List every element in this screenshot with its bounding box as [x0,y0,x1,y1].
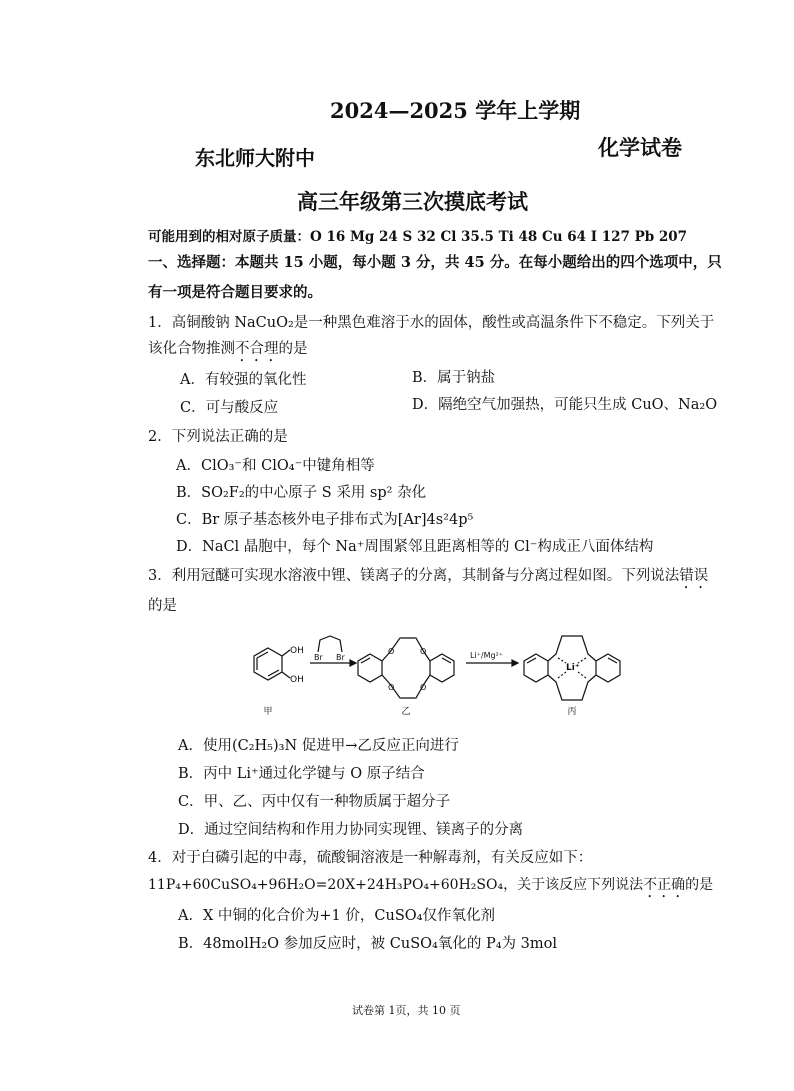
q4-stem-line1: 4．对于白磷引起的中毒，硫酸铜溶液是一种解毒剂，有关反应如下： [148,850,593,866]
subject-title: 化学试卷 [598,135,682,160]
br-label-1: Br [314,653,323,662]
oh-label-1: OH [290,646,304,656]
q1-stem-line2-post: 的是 [278,341,308,357]
q2-option-d: D．NaCl 晶胞中，每个 Na⁺周围紧邻且距离相等的 Cl⁻构成正八面体结构 [176,539,654,555]
o-label-4: O [420,683,427,692]
q3-option-c: C．甲、乙、丙中仅有一种物质属于超分子 [178,794,451,810]
o-label-3: O [388,683,395,692]
school-name: 东北师大附中 [195,146,315,170]
atomic-mass-line: 可能用到的相对原子质量：O 16 Mg 24 S 32 Cl 35.5 Ti 48 Cu 64 I 127 Pb 207 [148,229,688,245]
q4-option-a: A．X 中铜的化合价为+1 价，CuSO₄仅作氧化剂 [178,908,495,924]
exam-title: 高三年级第三次摸底考试 [297,189,528,214]
o-label-1: O [388,647,395,656]
br-label-2: Br [336,653,345,662]
label-jia: 甲 [263,707,273,717]
q1-option-c: C．可与酸反应 [180,400,279,416]
compound-bing [524,636,620,717]
q1-option-a: A．有较强的氧化性 [180,372,307,388]
q3-stem-line1-pre: 3．利用冠醚可实现水溶液中锂、镁离子的分离，其制备与分离过程如图。下列说法 [148,568,680,584]
compound-yi [358,638,454,717]
q1-stem-line2 [148,337,308,365]
year-title: 2024—2025 学年上学期 [330,98,581,123]
q3-option-a: A．使用(C₂H₅)₃N 促进甲→乙反应正向进行 [178,738,459,754]
q4-option-b: B．48molH₂O 参加反应时，被 CuSO₄氧化的 P₄为 3mol [178,936,557,952]
q3-option-b: B．丙中 Li⁺通过化学键与 O 原子结合 [178,766,425,782]
q2-option-a: A．ClO₃⁻和 ClO₄⁻中键角相等 [176,458,375,474]
reaction-scheme [240,630,640,722]
label-yi: 乙 [401,707,411,717]
q4-emphasis: 不正确 [643,877,686,893]
section-instructions-line1: 一、选择题：本题共 15 小题，每小题 3 分，共 45 分。在每小题给出的四个选项中，只 [148,254,722,271]
q1-stem-line2-pre: 该化合物推测 [148,341,235,357]
q4-equation: 11P₄+60CuSO₄+96H₂O=20X+24H₃PO₄+60H₂SO₄，关于该反应下列说法 [148,877,644,893]
q2-option-c: C．Br 原子基态核外电子排布式为[Ar]4s²4p⁵ [176,512,474,528]
arrow-2 [466,651,518,666]
q3-stem-line1 [148,564,708,592]
q3-stem-line2: 的是 [148,598,177,614]
page-footer: 试卷第 1页，共 10 页 [352,1004,461,1017]
section-instructions-line2: 有一项是符合题目要求的。 [148,284,322,301]
q2-option-b: B．SO₂F₂的中心原子 S 采用 sp² 杂化 [176,485,427,501]
q3-option-d: D．通过空间结构和作用力协同实现锂、镁离子的分离 [178,822,524,838]
q1-option-d: D．隔绝空气加强热，可能只生成 CuO、Na₂O [412,397,718,413]
q3-emphasis: 错误 [679,568,709,584]
compound-jia [254,646,304,717]
q4-stem-line2-post: 的是 [685,877,714,893]
arrow-1 [310,636,356,666]
o-label-2: O [420,647,427,656]
reagent-label: Li⁺/Mg²⁺ [470,651,504,660]
oh-label-2: OH [290,675,304,685]
q1-emphasis: 不合理 [235,341,279,357]
q1-option-b: B．属于钠盐 [412,370,496,386]
label-bing: 丙 [567,707,577,717]
q2-stem: 2．下列说法正确的是 [148,429,288,445]
li-label: Li⁺ [566,663,580,673]
q1-stem-line1: 1．高铜酸钠 NaCuO₂是一种黑色难溶于水的固体，酸性或高温条件下不稳定。下列关于 [148,315,715,331]
q4-stem-line2 [148,874,713,901]
